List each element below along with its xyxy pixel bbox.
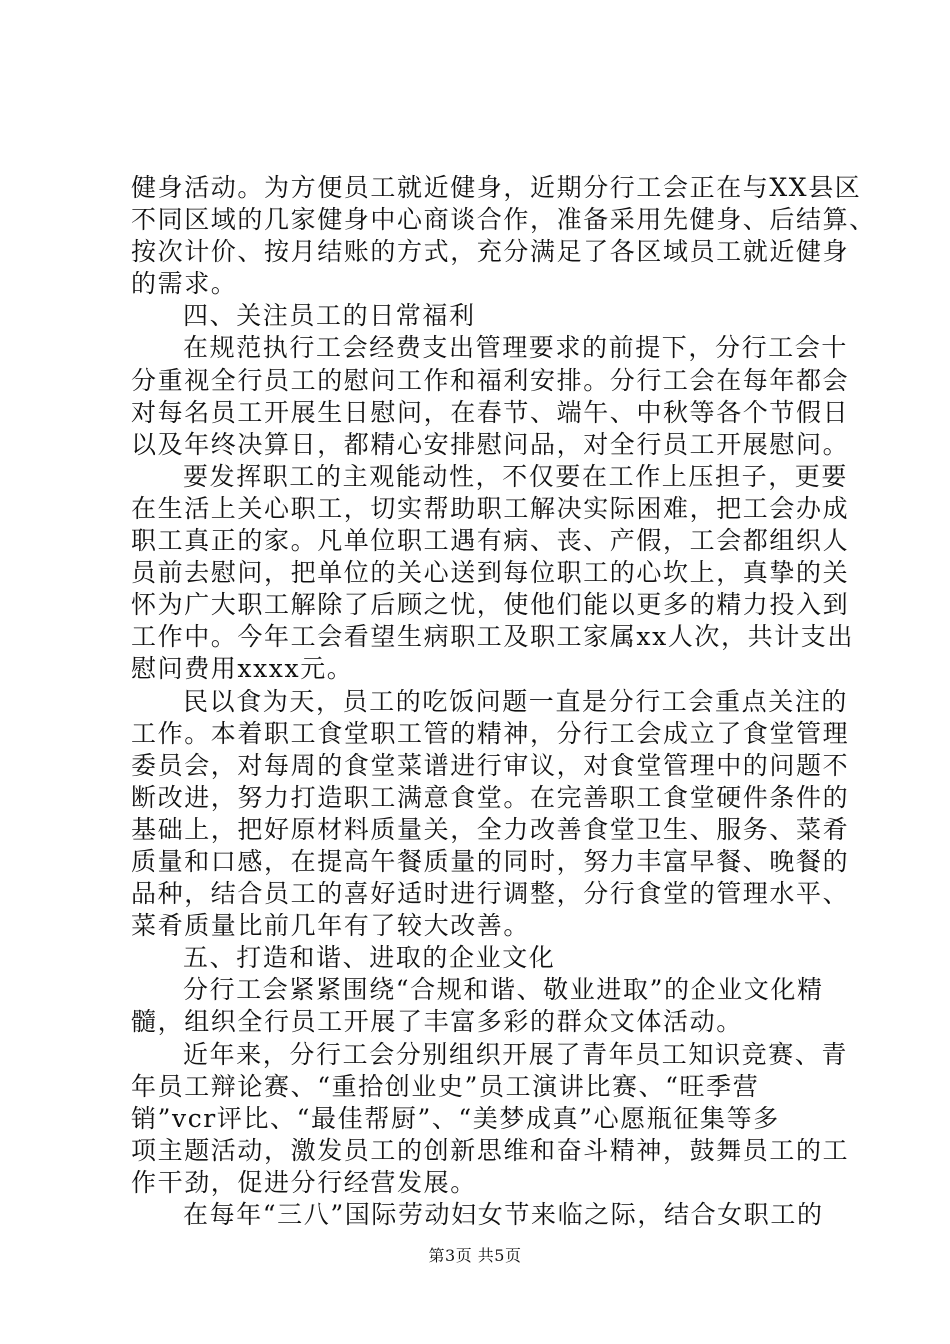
text-line: 四、关注员工的日常福利	[183, 301, 476, 331]
text-line: 以及年终决算日，都精心安排慰问品，对全行员工开展慰问。	[131, 429, 850, 459]
text-line: 基础上，把好原材料质量关，全力改善食堂卫生、服务、菜肴	[131, 814, 850, 844]
text-line: 菜肴质量比前几年有了较大改善。	[131, 911, 531, 941]
text-line: 不同区域的几家健身中心商谈合作，准备采用先健身、后结算、	[131, 205, 876, 235]
text-line: 销”vcr评比、“最佳帮厨”、“美梦成真”心愿瓶征集等多	[131, 1103, 780, 1133]
text-line: 职工真正的家。凡单位职工遇有病、丧、产假，工会都组织人	[131, 526, 850, 556]
text-line: 髓，组织全行员工开展了丰富多彩的群众文体活动。	[131, 1007, 743, 1037]
text-line: 工作。本着职工食堂职工管的精神，分行工会成立了食堂管理	[131, 718, 850, 748]
text-line: 断改进，努力打造职工满意食堂。在完善职工食堂硬件条件的	[131, 782, 850, 812]
text-line: 作干劲，促进分行经营发展。	[131, 1167, 477, 1197]
text-line: 工作中。今年工会看望生病职工及职工家属xx人次，共计支出	[131, 622, 855, 652]
page-footer: 第3页 共5页	[428, 1246, 522, 1265]
text-line: 分行工会紧紧围绕“合规和谐、敬业进取”的企业文化精	[183, 975, 824, 1005]
text-line: 按次计价、按月结账的方式，充分满足了各区域员工就近健身	[131, 237, 850, 267]
text-line: 在每年“三八”国际劳动妇女节来临之际，结合女职工的	[183, 1200, 824, 1229]
text-line: 慰问费用xxxx元。	[131, 654, 354, 684]
text-line: 员前去慰问，把单位的关心送到每位职工的心坎上，真挚的关	[131, 558, 850, 588]
text-line: 对每名员工开展生日慰问，在春节、端午、中秋等各个节假日	[131, 397, 850, 427]
text-line: 在规范执行工会经费支出管理要求的前提下，分行工会十	[183, 333, 849, 363]
text-line: 近年来，分行工会分别组织开展了青年员工知识竞赛、青	[183, 1039, 849, 1069]
text-line: 品种，结合员工的喜好适时进行调整，分行食堂的管理水平、	[131, 879, 850, 909]
body-text	[131, 172, 876, 1231]
text-line: 项主题活动，激发员工的创新思维和奋斗精神，鼓舞员工的工	[131, 1135, 850, 1165]
text-line: 在生活上关心职工，切实帮助职工解决实际困难，把工会办成	[131, 493, 850, 523]
text-line: 要发挥职工的主观能动性，不仅要在工作上压担子，更要	[183, 461, 849, 491]
text-line: 健身活动。为方便员工就近健身，近期分行工会正在与XX县区	[131, 173, 862, 202]
text-line: 民以食为天，员工的吃饭问题一直是分行工会重点关注的	[183, 686, 849, 716]
text-line: 的需求。	[131, 269, 238, 299]
text-line: 委员会，对每周的食堂菜谱进行审议，对食堂管理中的问题不	[131, 750, 850, 780]
text-line: 分重视全行员工的慰问工作和福利安排。分行工会在每年都会	[131, 365, 850, 395]
text-line: 质量和口感，在提高午餐质量的同时，努力丰富早餐、晚餐的	[131, 846, 850, 876]
text-line: 年员工辩论赛、“重拾创业史”员工演讲比赛、“旺季营	[131, 1071, 760, 1101]
text-line: 怀为广大职工解除了后顾之忧，使他们能以更多的精力投入到	[131, 590, 850, 620]
text-line: 五、打造和谐、进取的企业文化	[183, 943, 556, 973]
